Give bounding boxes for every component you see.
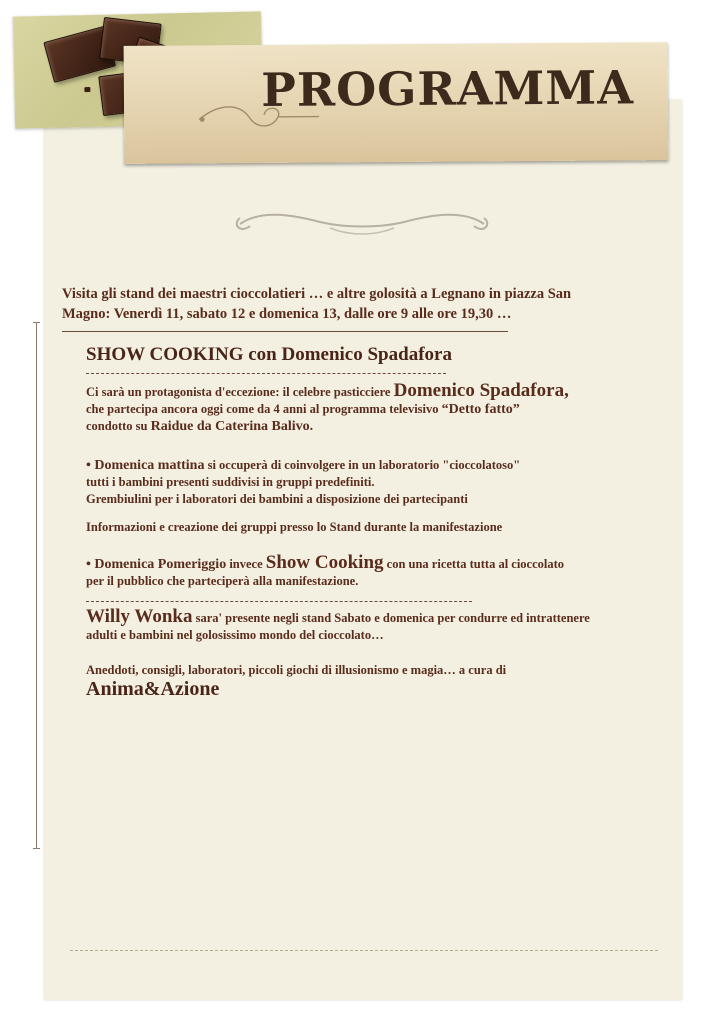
side-rule [36,322,37,848]
chef-name: Domenico Spadafora, [393,380,569,401]
bullet-lead: • Domenica Pomeriggio [86,557,227,572]
divider-rule [86,601,472,602]
page-title: PROGRAMMA [261,60,635,117]
show-cooking-label: Show Cooking [265,552,384,573]
afternoon-activity: • Domenica Pomeriggio invece Show Cooking con una ricetta tutta al cioccolato per il pubblico che parteciperà alla manifestazione. [86,552,565,588]
organizer-brand: Anima&Azione [86,678,220,700]
divider-rule [62,331,508,332]
flourish-divider [230,206,494,240]
morning-activity: • Domenica mattina si occuperà di coinvolgere in un laboratorio "cioccolatoso" tutti i bambini presenti suddivisi in gruppi predefiniti. Grembiulini per i laboratori dei bambini a disposizione dei partecipanti [86,458,521,506]
title-banner [124,42,669,164]
bullet-lead: • Domenica mattina [86,458,205,473]
show-cooking-description: Ci sarà un protagonista d'eccezione: il celebre pasticciere Domenico Spadafora, che partecipa ancora oggi come da 4 anni al programma televisivo “Detto fatto” condotto su Raidue da Caterina Balivo. [86,380,569,434]
show-cooking-heading: SHOW COOKING con Domenico Spadafora [86,344,452,365]
intro-line: Visita gli stand dei maestri cioccolatieri … e altre golosità a Legnano in piazza San [62,286,572,302]
willy-wonka-text: Willy Wonka sara' presente negli stand Sabato e domenica per condurre ed intrattenere adulti e bambini nel golosissimo mondo del cioccolato… [86,606,590,642]
info-text: Informazioni e creazione dei gruppi presso lo Stand durante la manifestazione [86,520,503,534]
side-rule-cap [33,322,40,323]
willy-wonka-name: Willy Wonka [86,606,193,627]
bottom-rule [70,950,658,951]
intro-line: Magno: Venerdì 11, sabato 12 e domenica 13, dalle ore 9 alle ore 19,30 … [62,306,512,322]
intro-text [62,284,652,324]
chocolate-crumb [84,87,90,92]
tv-channel: Raidue da Caterina Balivo. [150,419,314,434]
side-rule-cap [33,848,40,849]
closing-text: Aneddoti, consigli, laboratori, piccoli giochi di illusionismo e magia… a cura di [86,663,507,677]
tv-show-name: “Detto fatto” [441,402,520,417]
divider-rule [86,373,446,374]
